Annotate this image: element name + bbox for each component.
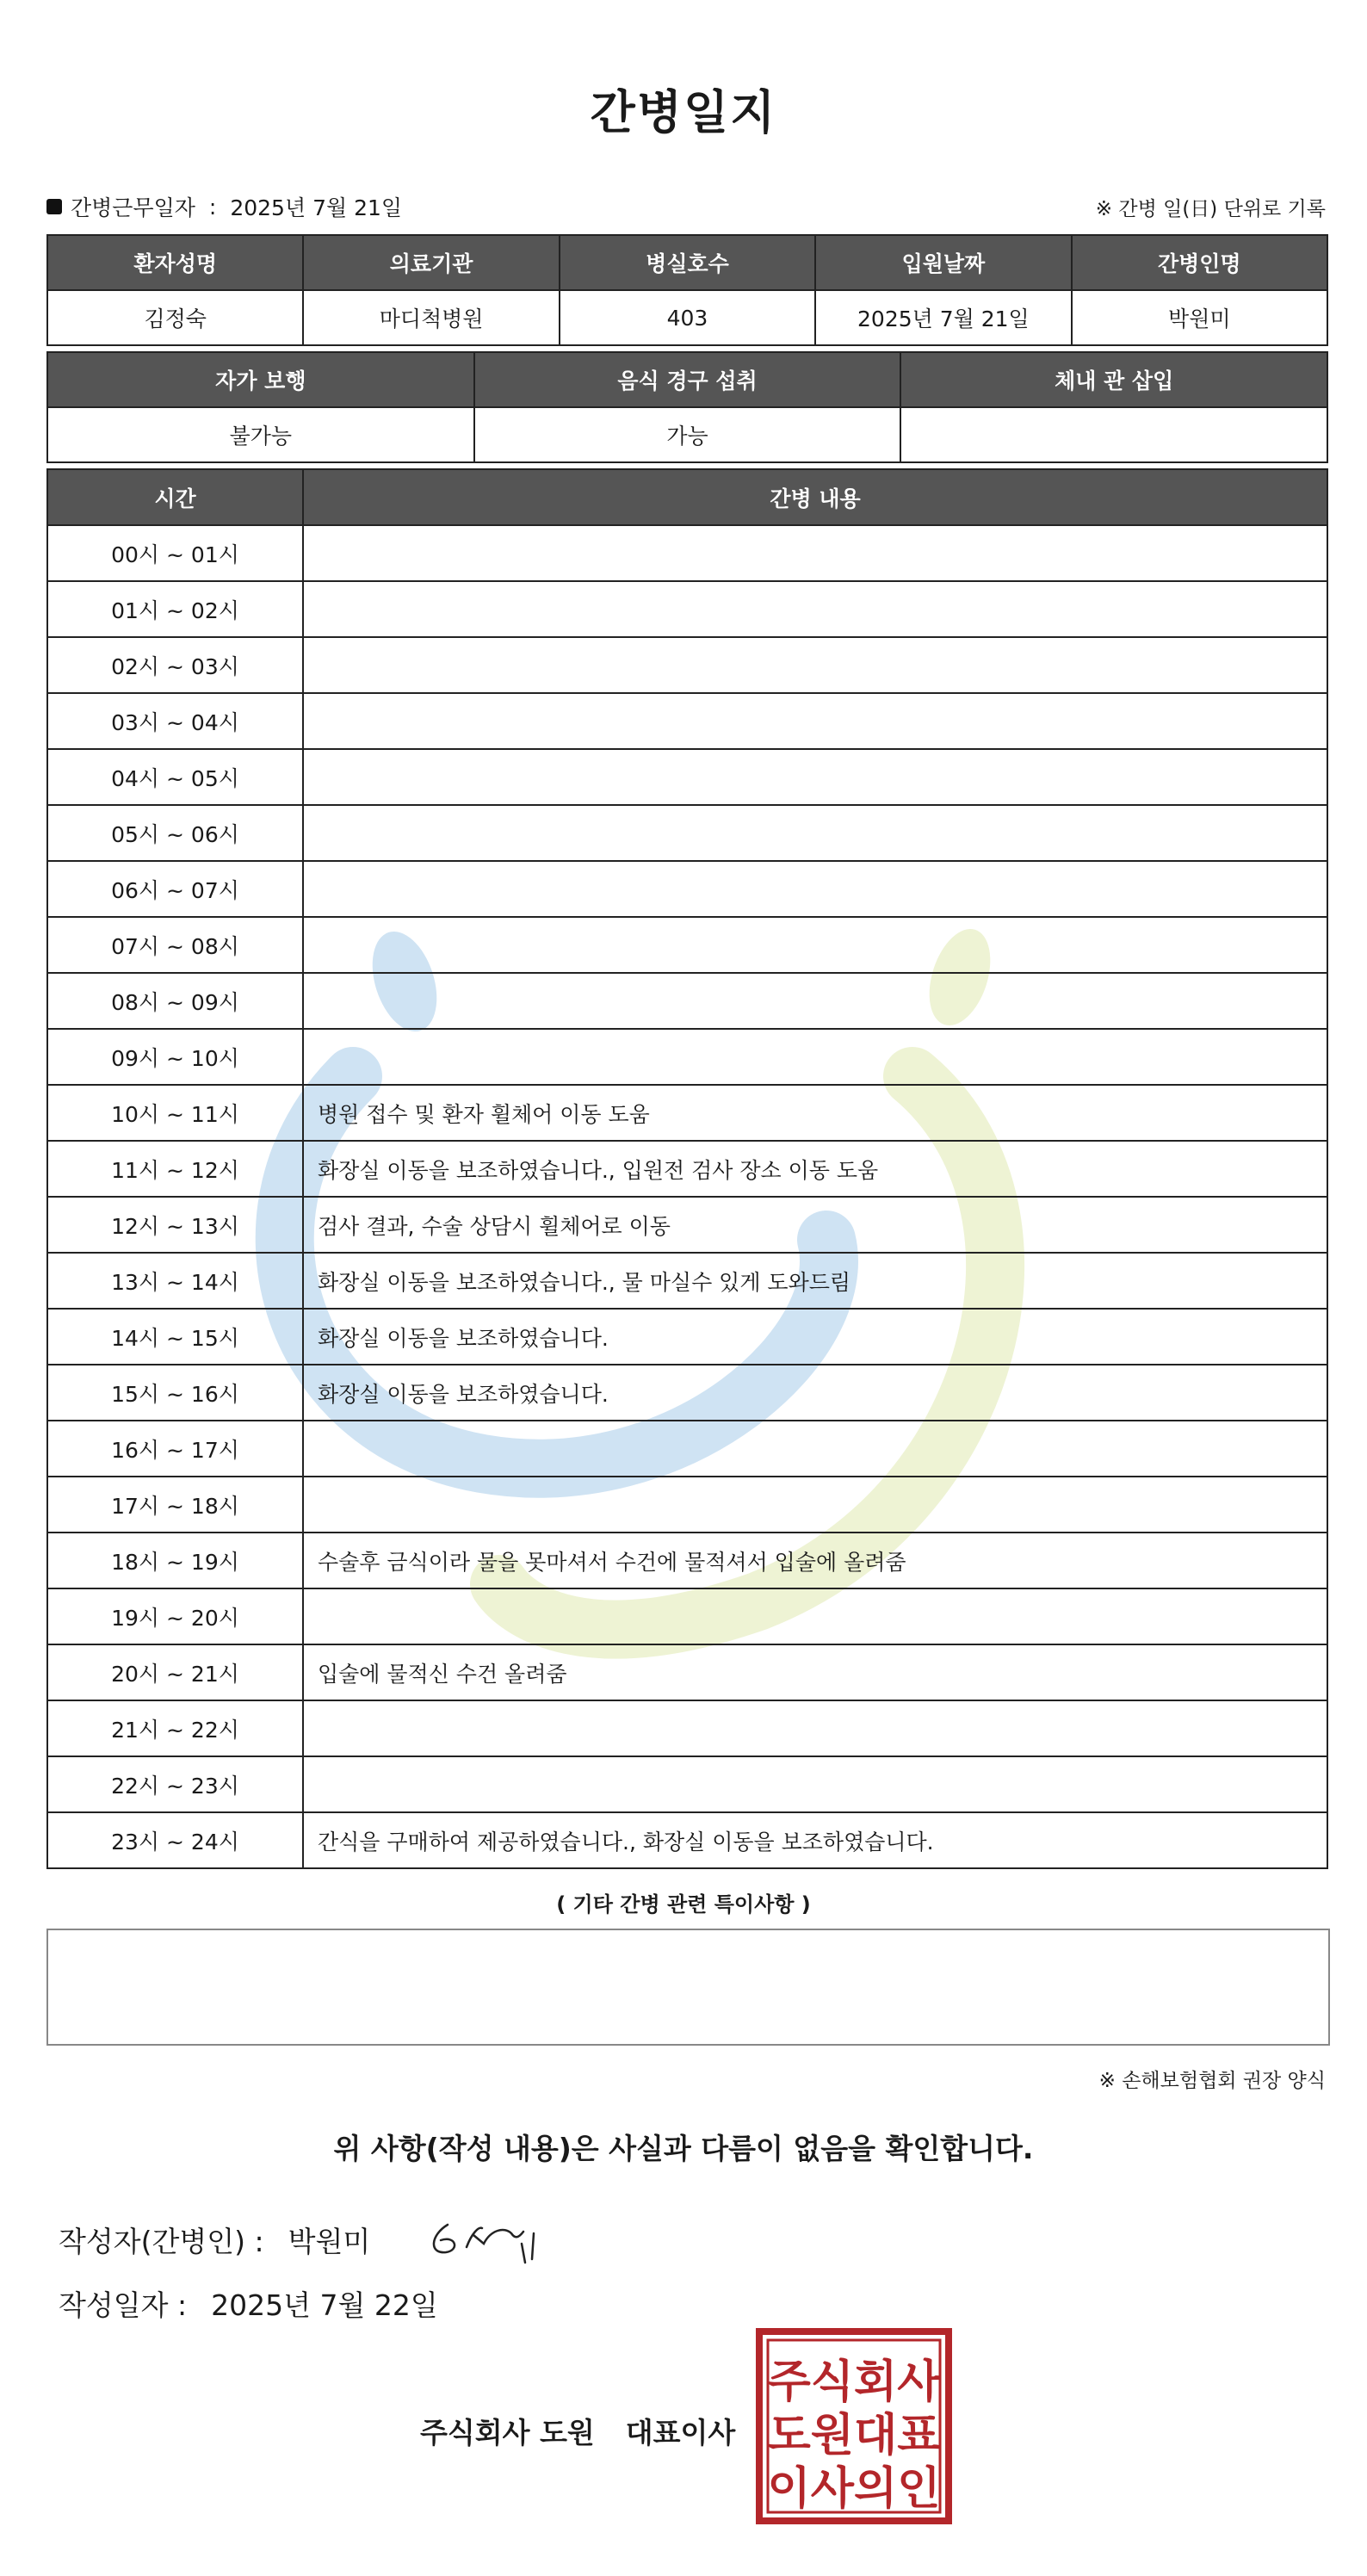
page-title: 간병일지	[590, 85, 777, 139]
recommend-note: ※ 손해보험협회 권장 양식	[1098, 2070, 1326, 2092]
care-content-cell: 화장실 이동을 보조하였습니다.	[303, 1365, 1327, 1421]
care-time-cell: 06시 ~ 07시	[47, 861, 303, 917]
care-content-cell	[303, 805, 1327, 861]
care-log-row	[47, 1197, 1327, 1253]
care-time-cell: 13시 ~ 14시	[47, 1253, 303, 1309]
care-time-cell: 23시 ~ 24시	[47, 1812, 303, 1868]
work-date-row	[46, 191, 402, 222]
confirmation-statement: 위 사항(작성 내용)은 사실과 다름이 없음을 확인합니다.	[333, 2132, 1034, 2165]
patient-info-table	[46, 234, 1328, 346]
care-log-row	[47, 1477, 1327, 1533]
care-time-cell: 11시 ~ 12시	[47, 1141, 303, 1197]
work-date-value: 2025년 7월 21일	[230, 195, 403, 220]
company-name: 주식회사 도원	[420, 2416, 595, 2449]
care-time-cell: 09시 ~ 10시	[47, 1029, 303, 1085]
care-time-cell: 02시 ~ 03시	[47, 637, 303, 693]
care-log-row	[47, 1421, 1327, 1477]
care-content-cell	[303, 1029, 1327, 1085]
care-log-row	[47, 1588, 1327, 1644]
care-log-row	[47, 1141, 1327, 1197]
care-time-cell: 05시 ~ 06시	[47, 805, 303, 861]
self-walking-value: 불가능	[47, 407, 474, 462]
care-time-cell: 18시 ~ 19시	[47, 1533, 303, 1588]
special-notes-box	[46, 1929, 1330, 2046]
care-content-cell: 화장실 이동을 보조하였습니다., 물 마실수 있게 도와드림	[303, 1253, 1327, 1309]
work-date-separator: :	[208, 194, 217, 220]
header-room-number: 병실호수	[560, 235, 815, 290]
header-patient-name: 환자성명	[47, 235, 303, 290]
care-log-row	[47, 1085, 1327, 1141]
care-log-row	[47, 1700, 1327, 1756]
care-time-cell: 04시 ~ 05시	[47, 749, 303, 805]
care-log-row	[47, 861, 1327, 917]
care-content-cell	[303, 917, 1327, 973]
written-date-row	[59, 2283, 438, 2324]
care-content-cell	[303, 973, 1327, 1029]
company-title: 대표이사	[625, 2416, 736, 2449]
care-log-row	[47, 805, 1327, 861]
header-time: 시간	[47, 469, 303, 525]
care-content-cell: 간식을 구매하여 제공하였습니다., 화장실 이동을 보조하였습니다.	[303, 1812, 1327, 1868]
care-time-cell: 14시 ~ 15시	[47, 1309, 303, 1365]
care-content-cell	[303, 637, 1327, 693]
care-time-cell: 21시 ~ 22시	[47, 1700, 303, 1756]
care-content-cell	[303, 1477, 1327, 1533]
care-log-row	[47, 917, 1327, 973]
care-log-rows	[47, 525, 1327, 1868]
square-bullet-icon	[46, 199, 62, 214]
company-seal-icon	[756, 2328, 952, 2524]
care-time-cell: 20시 ~ 21시	[47, 1644, 303, 1700]
patient-info-header-row	[47, 235, 1327, 290]
writer-name: 박원미	[288, 2225, 371, 2258]
header-admission-date: 입원날짜	[815, 235, 1071, 290]
hospital-value: 마디척병원	[303, 290, 559, 345]
writer-row	[59, 2220, 370, 2260]
special-notes-title: ( 기타 간병 관련 특이사항 )	[556, 1892, 811, 1917]
care-log-row	[47, 637, 1327, 693]
oral-intake-value: 가능	[474, 407, 901, 462]
svg-text:이사의인: 이사의인	[767, 2463, 941, 2515]
care-log-row	[47, 749, 1327, 805]
care-content-cell: 수술후 금식이라 물을 못마셔서 수건에 물적셔서 입술에 올려줌	[303, 1533, 1327, 1588]
care-log-row	[47, 525, 1327, 581]
care-log-row	[47, 1756, 1327, 1812]
care-content-cell	[303, 861, 1327, 917]
care-content-cell	[303, 1588, 1327, 1644]
signature-icon	[422, 2209, 560, 2269]
care-content-cell: 검사 결과, 수술 상담시 휠체어로 이동	[303, 1197, 1327, 1253]
care-content-cell: 화장실 이동을 보조하였습니다.	[303, 1309, 1327, 1365]
patient-status-header-row	[47, 352, 1327, 407]
care-content-cell: 화장실 이동을 보조하였습니다., 입원전 검사 장소 이동 도움	[303, 1141, 1327, 1197]
care-log-row	[47, 1533, 1327, 1588]
care-content-cell	[303, 1421, 1327, 1477]
care-time-cell: 03시 ~ 04시	[47, 693, 303, 749]
care-content-cell	[303, 581, 1327, 637]
caregiver-name-value: 박원미	[1072, 290, 1327, 345]
header-oral-intake: 음식 경구 섭취	[474, 352, 901, 407]
header-caregiver-name: 간병인명	[1072, 235, 1327, 290]
header-care-content: 간병 내용	[303, 469, 1327, 525]
care-time-cell: 15시 ~ 16시	[47, 1365, 303, 1421]
care-time-cell: 19시 ~ 20시	[47, 1588, 303, 1644]
care-log-row	[47, 1253, 1327, 1309]
header-tube-insertion: 체내 관 삽입	[900, 352, 1327, 407]
care-log-row	[47, 973, 1327, 1029]
unit-note: ※ 간병 일(日) 단위로 기록	[1095, 198, 1326, 220]
work-date-label: 간병근무일자	[71, 195, 195, 220]
care-content-cell: 병원 접수 및 환자 휠체어 이동 도움	[303, 1085, 1327, 1141]
care-log-row	[47, 693, 1327, 749]
written-date-label: 작성일자 :	[59, 2288, 188, 2322]
care-log-row	[47, 1812, 1327, 1868]
care-log-row	[47, 1029, 1327, 1085]
care-time-cell: 07시 ~ 08시	[47, 917, 303, 973]
care-content-cell	[303, 749, 1327, 805]
care-content-cell	[303, 693, 1327, 749]
header-self-walking: 자가 보행	[47, 352, 474, 407]
header-hospital: 의료기관	[303, 235, 559, 290]
care-log-header-row	[47, 469, 1327, 525]
patient-info-value-row	[47, 290, 1327, 345]
company-signature-line	[420, 2411, 735, 2451]
svg-text:주식회사: 주식회사	[767, 2356, 941, 2408]
tube-insertion-value	[900, 407, 1327, 462]
care-time-cell: 10시 ~ 11시	[47, 1085, 303, 1141]
care-content-cell	[303, 1756, 1327, 1812]
patient-name-value: 김정숙	[47, 290, 303, 345]
care-time-cell: 12시 ~ 13시	[47, 1197, 303, 1253]
admission-date-value: 2025년 7월 21일	[815, 290, 1071, 345]
svg-text:도원대표: 도원대표	[767, 2410, 941, 2461]
care-time-cell: 22시 ~ 23시	[47, 1756, 303, 1812]
care-content-cell	[303, 525, 1327, 581]
written-date-value: 2025년 7월 22일	[211, 2288, 438, 2322]
care-log-row	[47, 1365, 1327, 1421]
care-log-row	[47, 1644, 1327, 1700]
patient-status-value-row	[47, 407, 1327, 462]
care-time-cell: 16시 ~ 17시	[47, 1421, 303, 1477]
care-log-table	[46, 468, 1328, 1869]
care-content-cell: 입술에 물적신 수건 올려줌	[303, 1644, 1327, 1700]
care-time-cell: 01시 ~ 02시	[47, 581, 303, 637]
room-number-value: 403	[560, 290, 815, 345]
writer-label: 작성자(간병인) :	[59, 2225, 264, 2258]
patient-status-table	[46, 351, 1328, 463]
care-time-cell: 17시 ~ 18시	[47, 1477, 303, 1533]
care-log-row	[47, 1309, 1327, 1365]
care-content-cell	[303, 1700, 1327, 1756]
care-log-row	[47, 581, 1327, 637]
care-time-cell: 08시 ~ 09시	[47, 973, 303, 1029]
care-time-cell: 00시 ~ 01시	[47, 525, 303, 581]
